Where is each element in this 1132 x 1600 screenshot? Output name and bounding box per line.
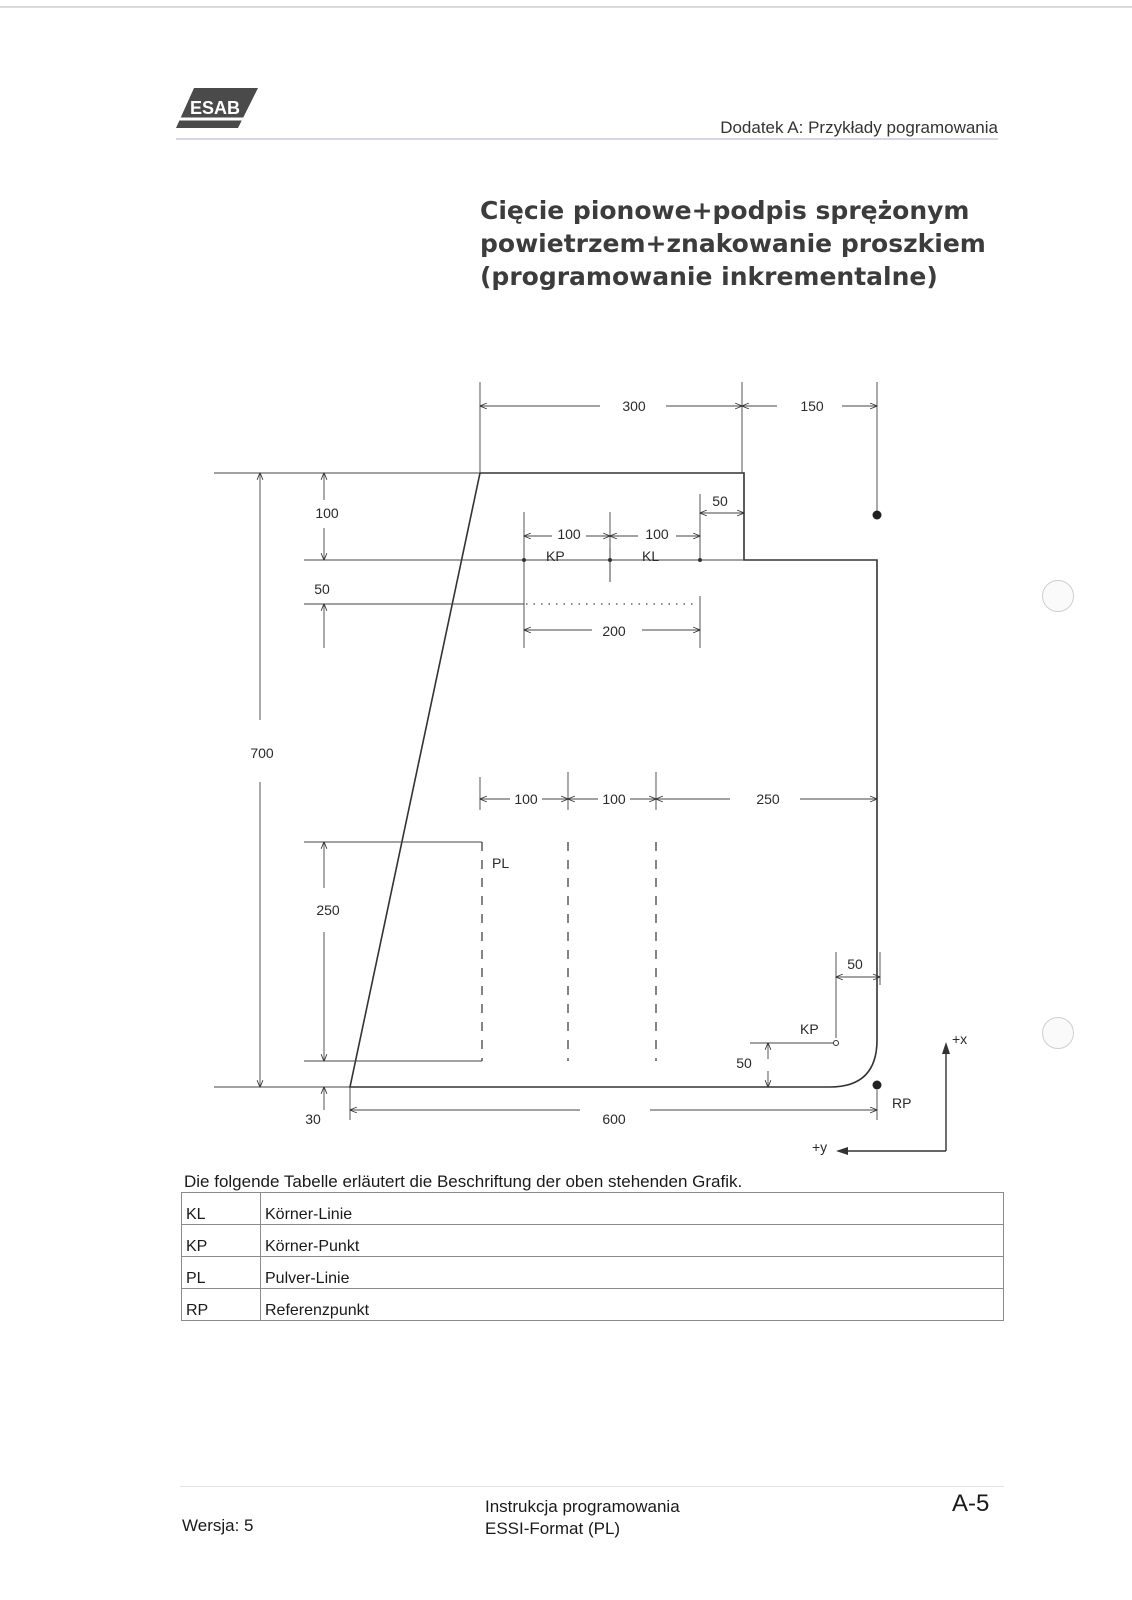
page-number: A-5	[952, 1490, 990, 1517]
footer-doc-line-2: ESSI-Format (PL)	[485, 1519, 621, 1538]
title-line-2: powietrzem+znakowanie proszkiem	[480, 229, 986, 258]
dimension-lines	[260, 406, 880, 1110]
dimension-texts	[250, 398, 863, 1127]
legend-description: Körner-Linie	[261, 1193, 1004, 1225]
footer-document-title	[485, 1496, 680, 1540]
dim-pl-100-b: 100	[602, 791, 626, 807]
pl-dashed-lines	[482, 842, 656, 1061]
rp-point	[873, 1081, 882, 1090]
dim-pl-100-a: 100	[514, 791, 538, 807]
label-kl: KL	[642, 548, 660, 564]
axis-x-label: +x	[952, 1031, 968, 1047]
axis-x-arrow	[942, 1042, 950, 1054]
label-rp: RP	[892, 1095, 912, 1111]
legend-description: Referenzpunkt	[261, 1289, 1004, 1321]
label-kp: KP	[546, 548, 565, 564]
footer-rule	[180, 1486, 1004, 1487]
axis-y-arrow	[836, 1147, 848, 1155]
dim-left-250: 250	[316, 902, 340, 918]
dim-kl-100: 100	[645, 526, 669, 542]
section-header: Dodatek A: Przykłady pogramowania	[720, 118, 998, 137]
dim-700: 700	[250, 745, 274, 761]
table-row	[182, 1289, 1004, 1321]
dim-kp2-50-h: 50	[847, 956, 863, 972]
dim-kp2-50-v: 50	[736, 1055, 752, 1071]
label-pl: PL	[492, 855, 510, 871]
footer-version: Wersja: 5	[182, 1516, 254, 1535]
extension-lines	[214, 382, 880, 1120]
label-kp2: KP	[800, 1021, 819, 1037]
table-row	[182, 1193, 1004, 1225]
workpiece-contour	[350, 473, 877, 1087]
dim-600: 600	[602, 1111, 626, 1127]
legend-code: PL	[182, 1257, 261, 1289]
dim-300: 300	[622, 398, 646, 414]
logo-text: ESAB	[190, 98, 241, 118]
dim-left-50: 50	[314, 581, 330, 597]
start-point	[873, 511, 882, 520]
kp2-point	[834, 1041, 839, 1046]
axis-y-label: +y	[812, 1139, 828, 1155]
legend-code: KL	[182, 1193, 261, 1225]
dim-200: 200	[602, 623, 626, 639]
dim-left-100: 100	[315, 505, 339, 521]
kp-kl-markers	[516, 548, 708, 582]
dim-pl-250: 250	[756, 791, 780, 807]
title-line-3: (programowanie inkrementalne)	[480, 262, 938, 291]
legend-code: KP	[182, 1225, 261, 1257]
dim-150: 150	[800, 398, 824, 414]
table-caption: Die folgende Tabelle erläutert die Beschriftung der oben stehenden Grafik.	[184, 1172, 743, 1191]
legend-table	[181, 1192, 1004, 1321]
table-row	[182, 1257, 1004, 1289]
dim-kp-100: 100	[557, 526, 581, 542]
footer-doc-line-1: Instrukcja programowania	[485, 1497, 680, 1516]
legend-description: Körner-Punkt	[261, 1225, 1004, 1257]
legend-description: Pulver-Linie	[261, 1257, 1004, 1289]
title-line-1: Cięcie pionowe+podpis sprężonym	[480, 196, 970, 225]
punch-hole-bottom	[1042, 1017, 1074, 1049]
legend-code: RP	[182, 1289, 261, 1321]
table-row	[182, 1225, 1004, 1257]
punch-hole-top	[1042, 580, 1074, 612]
dim-step-50: 50	[712, 493, 728, 509]
dim-30: 30	[305, 1111, 321, 1127]
